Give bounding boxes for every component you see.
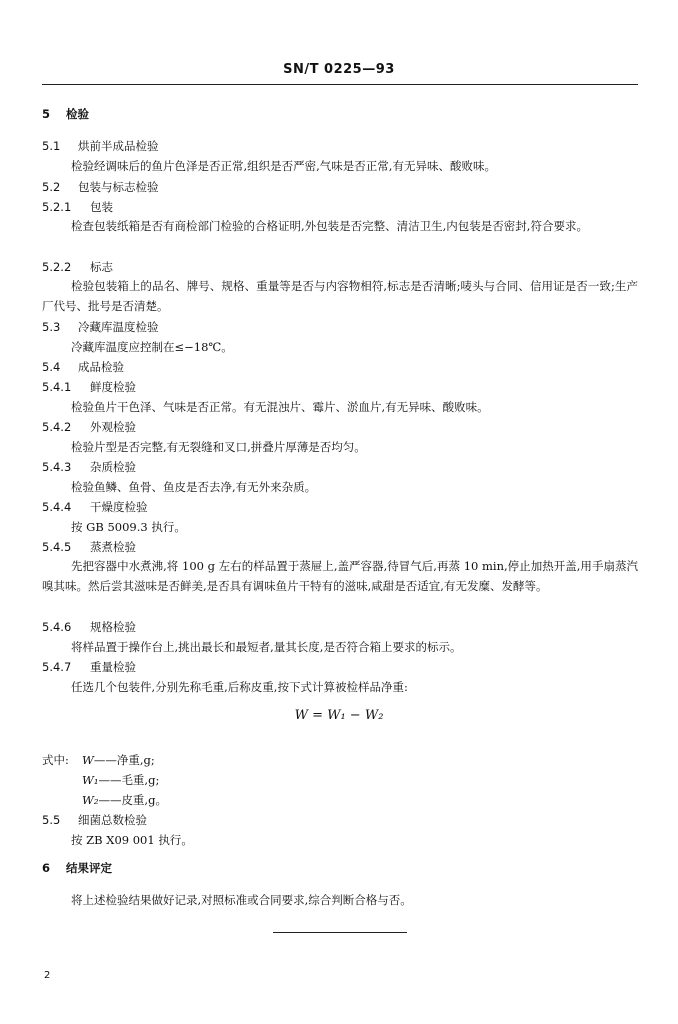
header-rule xyxy=(42,84,638,85)
section-5-4-2-heading xyxy=(42,419,136,435)
section-number: 5.4.6 xyxy=(42,620,72,634)
section-number: 5.4.7 xyxy=(42,660,72,674)
section-number: 5.1 xyxy=(42,139,61,153)
section-number: 5.5 xyxy=(42,813,61,827)
section-5-heading xyxy=(42,106,89,122)
section-title: 检验 xyxy=(66,107,89,121)
section-title: 鲜度检验 xyxy=(90,380,136,394)
formula-legend-row xyxy=(82,752,155,768)
section-title: 包装 xyxy=(90,200,113,214)
section-title: 结果评定 xyxy=(66,861,112,875)
section-number: 5.2 xyxy=(42,180,61,194)
section-number: 6 xyxy=(42,861,51,875)
section-5-4-5-heading xyxy=(42,539,136,555)
page-number: 2 xyxy=(44,970,51,981)
section-5-4-1-heading xyxy=(42,379,136,395)
section-title: 外观检验 xyxy=(90,420,136,434)
section-title: 成品检验 xyxy=(78,360,124,374)
legend-description: 毛重,g; xyxy=(121,773,160,787)
section-5-3-text: 冷藏库温度应控制在≤−18℃。 xyxy=(71,340,233,354)
section-5-4-heading xyxy=(42,359,124,375)
section-6-heading xyxy=(42,860,112,876)
legend-description: 净重,g; xyxy=(116,753,155,767)
section-5-5-text: 按 ZB X09 001 执行。 xyxy=(71,833,193,847)
section-5-4-6-heading xyxy=(42,619,136,635)
section-number: 5.4 xyxy=(42,360,61,374)
standard-code-header: SN/T 0225—93 xyxy=(283,62,395,77)
section-title: 冷藏库温度检验 xyxy=(78,320,159,334)
legend-symbol: W₁ xyxy=(82,773,99,787)
section-5-4-7-text: 任选几个包装件,分别先称毛重,后称皮重,按下式计算被检样品净重: xyxy=(71,680,408,694)
legend-symbol: W xyxy=(82,753,94,767)
section-title: 烘前半成品检验 xyxy=(78,139,159,153)
section-title: 重量检验 xyxy=(90,660,136,674)
section-title: 标志 xyxy=(90,260,113,274)
section-5-4-2-text: 检验片型是否完整,有无裂缝和叉口,拼叠片厚薄是否均匀。 xyxy=(71,440,366,454)
section-5-4-7-heading xyxy=(42,659,136,675)
section-5-4-4-text: 按 GB 5009.3 执行。 xyxy=(71,520,186,534)
legend-dash: —— xyxy=(98,793,122,807)
section-6-text: 将上述检验结果做好记录,对照标准或合同要求,综合判断合格与否。 xyxy=(71,893,412,907)
section-number: 5 xyxy=(42,107,51,121)
section-5-4-3-heading xyxy=(42,459,136,475)
section-5-4-5-text: 先把容器中水煮沸,将 100 g 左右的样品置于蒸屉上,盖严容器,待冒气后,再蒸 10 min,停止加热开盖,用手扇蒸汽嗅其味。然后尝其滋味是否鲜美,是否具有调味鱼片干特有的滋味,咸甜是否适宜,有无发糜、发酵等。 xyxy=(42,559,638,593)
section-5-4-3-text: 检验鱼鳞、鱼骨、鱼皮是否去净,有无外来杂质。 xyxy=(71,480,317,494)
legend-dash: —— xyxy=(93,753,117,767)
formula-legend-row xyxy=(82,772,159,788)
legend-symbol: W₂ xyxy=(82,793,99,807)
section-5-1-heading xyxy=(42,138,159,154)
section-title: 规格检验 xyxy=(90,620,136,634)
section-number: 5.4.3 xyxy=(42,460,72,474)
section-title: 杂质检验 xyxy=(90,460,136,474)
section-5-4-4-heading xyxy=(42,499,148,515)
section-number: 5.4.2 xyxy=(42,420,72,434)
formula-legend-intro: 式中: xyxy=(42,753,69,767)
end-rule xyxy=(273,932,407,933)
formula-legend-row xyxy=(82,792,167,808)
section-number: 5.4.5 xyxy=(42,540,72,554)
section-number: 5.2.1 xyxy=(42,200,72,214)
legend-description: 皮重,g。 xyxy=(121,793,167,807)
section-title: 干燥度检验 xyxy=(90,500,148,514)
legend-dash: —— xyxy=(98,773,122,787)
section-5-5-heading xyxy=(42,812,147,828)
section-5-2-1-heading xyxy=(42,199,113,215)
section-5-4-1-text: 检验鱼片干色泽、气味是否正常。有无混浊片、霉片、淤血片,有无异味、酸败味。 xyxy=(71,400,489,414)
section-number: 5.2.2 xyxy=(42,260,72,274)
section-number: 5.4.1 xyxy=(42,380,72,394)
section-5-2-heading xyxy=(42,179,159,195)
section-5-1-text: 检验经调味后的鱼片色泽是否正常,组织是否严密,气味是否正常,有无异味、酸败味。 xyxy=(71,159,496,173)
section-title: 包装与标志检验 xyxy=(78,180,159,194)
section-number: 5.3 xyxy=(42,320,61,334)
net-weight-formula: W = W₁ − W₂ xyxy=(294,708,384,723)
section-number: 5.4.4 xyxy=(42,500,72,514)
section-5-2-2-text: 检验包装箱上的品名、牌号、规格、重量等是否与内容物相符,标志是否清晰;唛头与合同、信用证是否一致;生产厂代号、批号是否清楚。 xyxy=(42,279,638,313)
section-5-3-heading xyxy=(42,319,159,335)
section-title: 蒸煮检验 xyxy=(90,540,136,554)
section-5-2-2-heading xyxy=(42,259,113,275)
section-5-4-6-text: 将样品置于操作台上,挑出最长和最短者,量其长度,是否符合箱上要求的标示。 xyxy=(71,640,462,654)
section-5-2-1-text: 检查包装纸箱是否有商检部门检验的合格证明,外包装是否完整、清洁卫生,内包装是否密封,符合要求。 xyxy=(71,219,588,233)
section-title: 细菌总数检验 xyxy=(78,813,147,827)
